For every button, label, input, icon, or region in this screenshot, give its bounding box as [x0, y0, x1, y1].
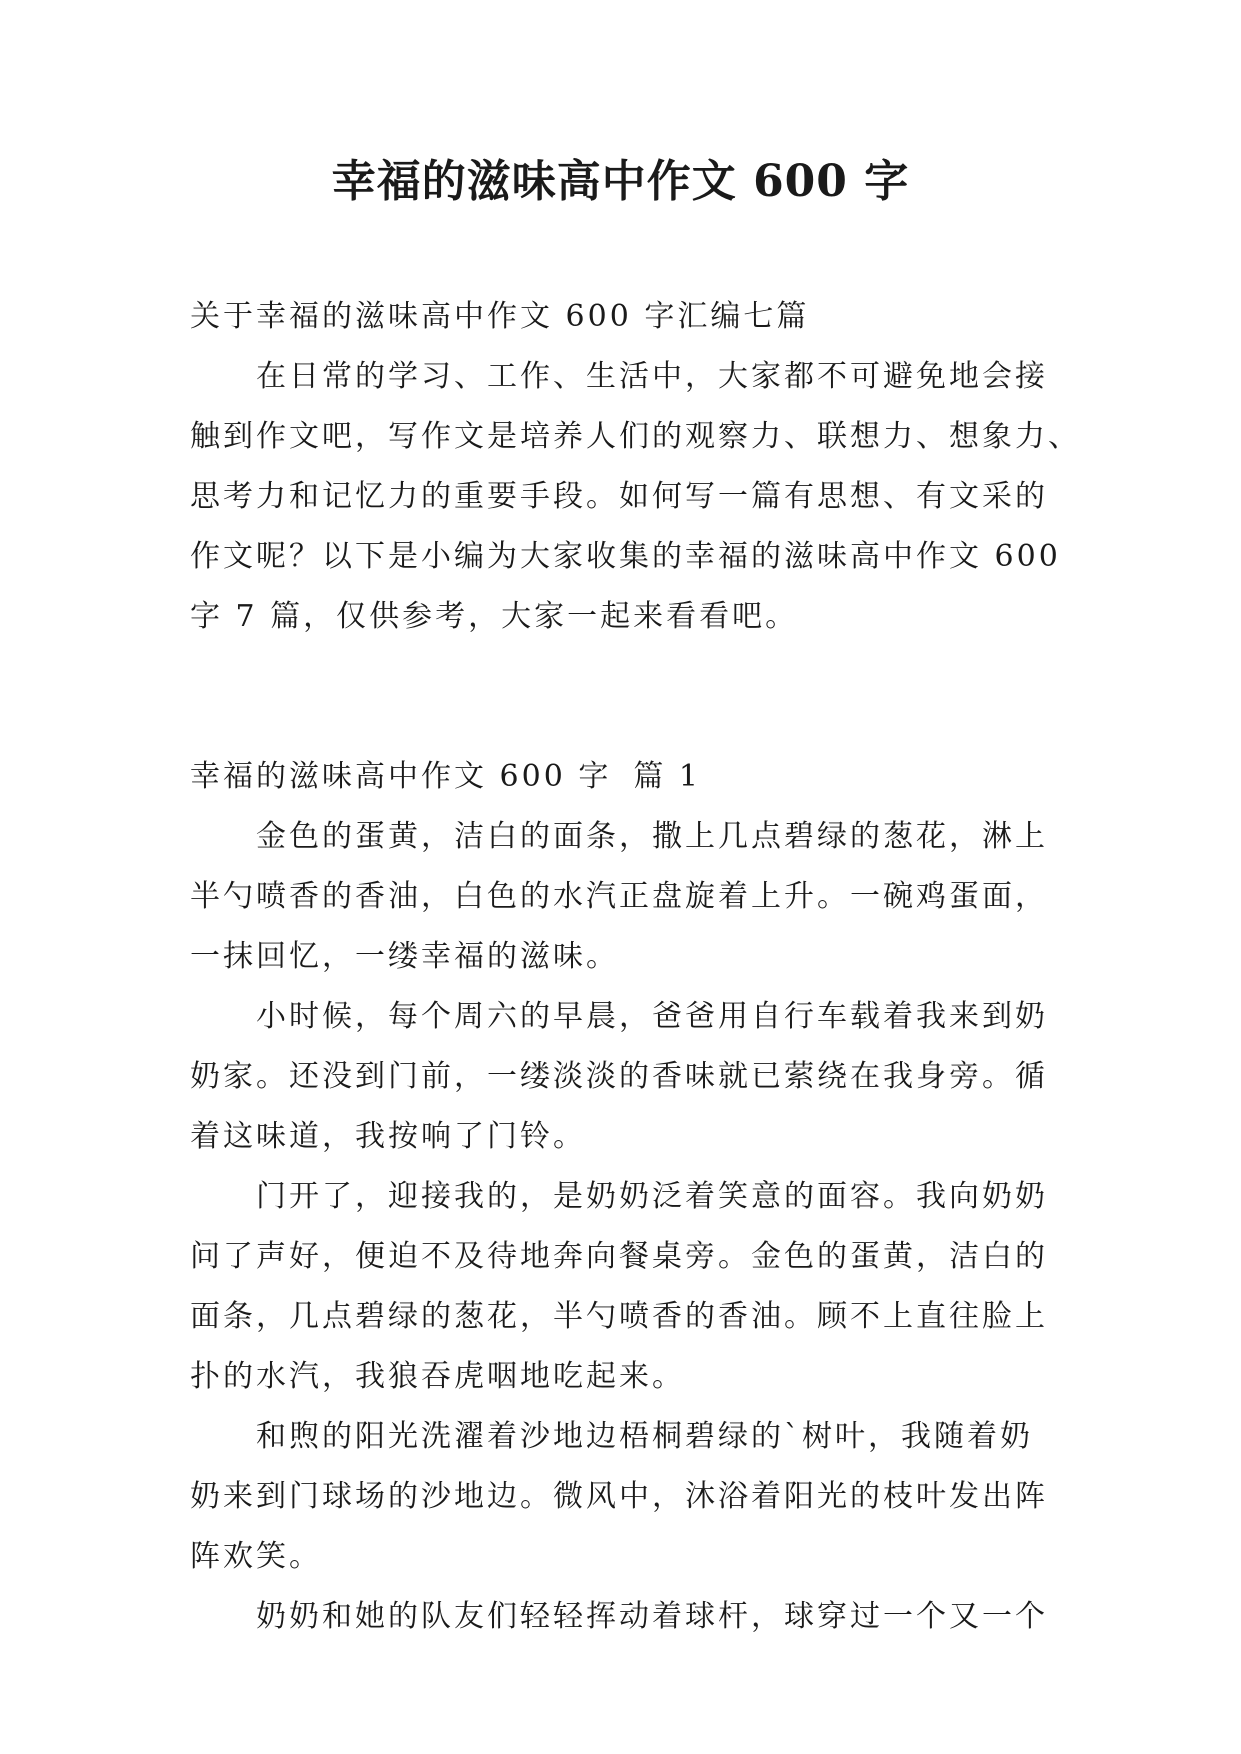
paragraph-line: 一抹回忆，一缕幸福的滋味。 — [190, 939, 619, 974]
paragraph — [190, 807, 1070, 987]
document-title: 幸福的滋味高中作文 600 字 — [331, 156, 910, 207]
paragraph-line: 面条，几点碧绿的葱花，半勺喷香的香油。顾不上直往脸上 — [190, 1299, 1048, 1334]
section-spacer — [190, 647, 1070, 747]
paragraph-line: 和煦的阳光洗濯着沙地边梧桐碧绿的`树叶，我随着奶 — [256, 1419, 1033, 1454]
paragraph-line: 阵欢笑。 — [190, 1539, 322, 1574]
paragraph-line: 奶奶和她的队友们轻轻挥动着球杆，球穿过一个又一个 — [256, 1599, 1048, 1634]
section-number: 篇 1 — [633, 759, 701, 794]
intro-line: 触到作文吧，写作文是培养人们的观察力、联想力、想象力、 — [190, 419, 1081, 454]
paragraph-line: 金色的蛋黄，洁白的面条，撒上几点碧绿的葱花，淋上 — [256, 819, 1048, 854]
paragraph-line: 扑的水汽，我狼吞虎咽地吃起来。 — [190, 1359, 685, 1394]
paragraph-line: 着这味道，我按响了门铃。 — [190, 1119, 586, 1154]
intro-line: 作文呢？以下是小编为大家收集的幸福的滋味高中作文 600 — [190, 539, 1061, 574]
document-subtitle: 关于幸福的滋味高中作文 600 字汇编七篇 — [190, 299, 810, 334]
paragraph-line: 门开了，迎接我的，是奶奶泛着笑意的面容。我向奶奶 — [256, 1179, 1048, 1214]
intro-line: 字 7 篇，仅供参考，大家一起来看看吧。 — [190, 599, 799, 634]
paragraph-line: 奶来到门球场的沙地边。微风中，沐浴着阳光的枝叶发出阵 — [190, 1479, 1048, 1514]
paragraph — [190, 987, 1070, 1167]
paragraph — [190, 1167, 1070, 1407]
intro-line: 在日常的学习、工作、生活中，大家都不可避免地会接 — [256, 359, 1048, 394]
paragraph — [190, 1407, 1070, 1587]
section-heading — [190, 747, 1070, 807]
paragraph-line: 问了声好，便迫不及待地奔向餐桌旁。金色的蛋黄，洁白的 — [190, 1239, 1048, 1274]
document-body — [190, 287, 1081, 1647]
section-heading-text: 幸福的滋味高中作文 600 字 — [190, 759, 612, 794]
intro-line: 思考力和记忆力的重要手段。如何写一篇有思想、有文采的 — [190, 479, 1048, 514]
paragraph — [190, 1587, 1070, 1647]
paragraph-line: 小时候，每个周六的早晨，爸爸用自行车载着我来到奶 — [256, 999, 1048, 1034]
paragraph-line: 奶家。还没到门前，一缕淡淡的香味就已萦绕在我身旁。循 — [190, 1059, 1048, 1094]
paragraph-line: 半勺喷香的香油，白色的水汽正盘旋着上升。一碗鸡蛋面， — [190, 879, 1048, 914]
intro-paragraph — [190, 347, 1081, 647]
